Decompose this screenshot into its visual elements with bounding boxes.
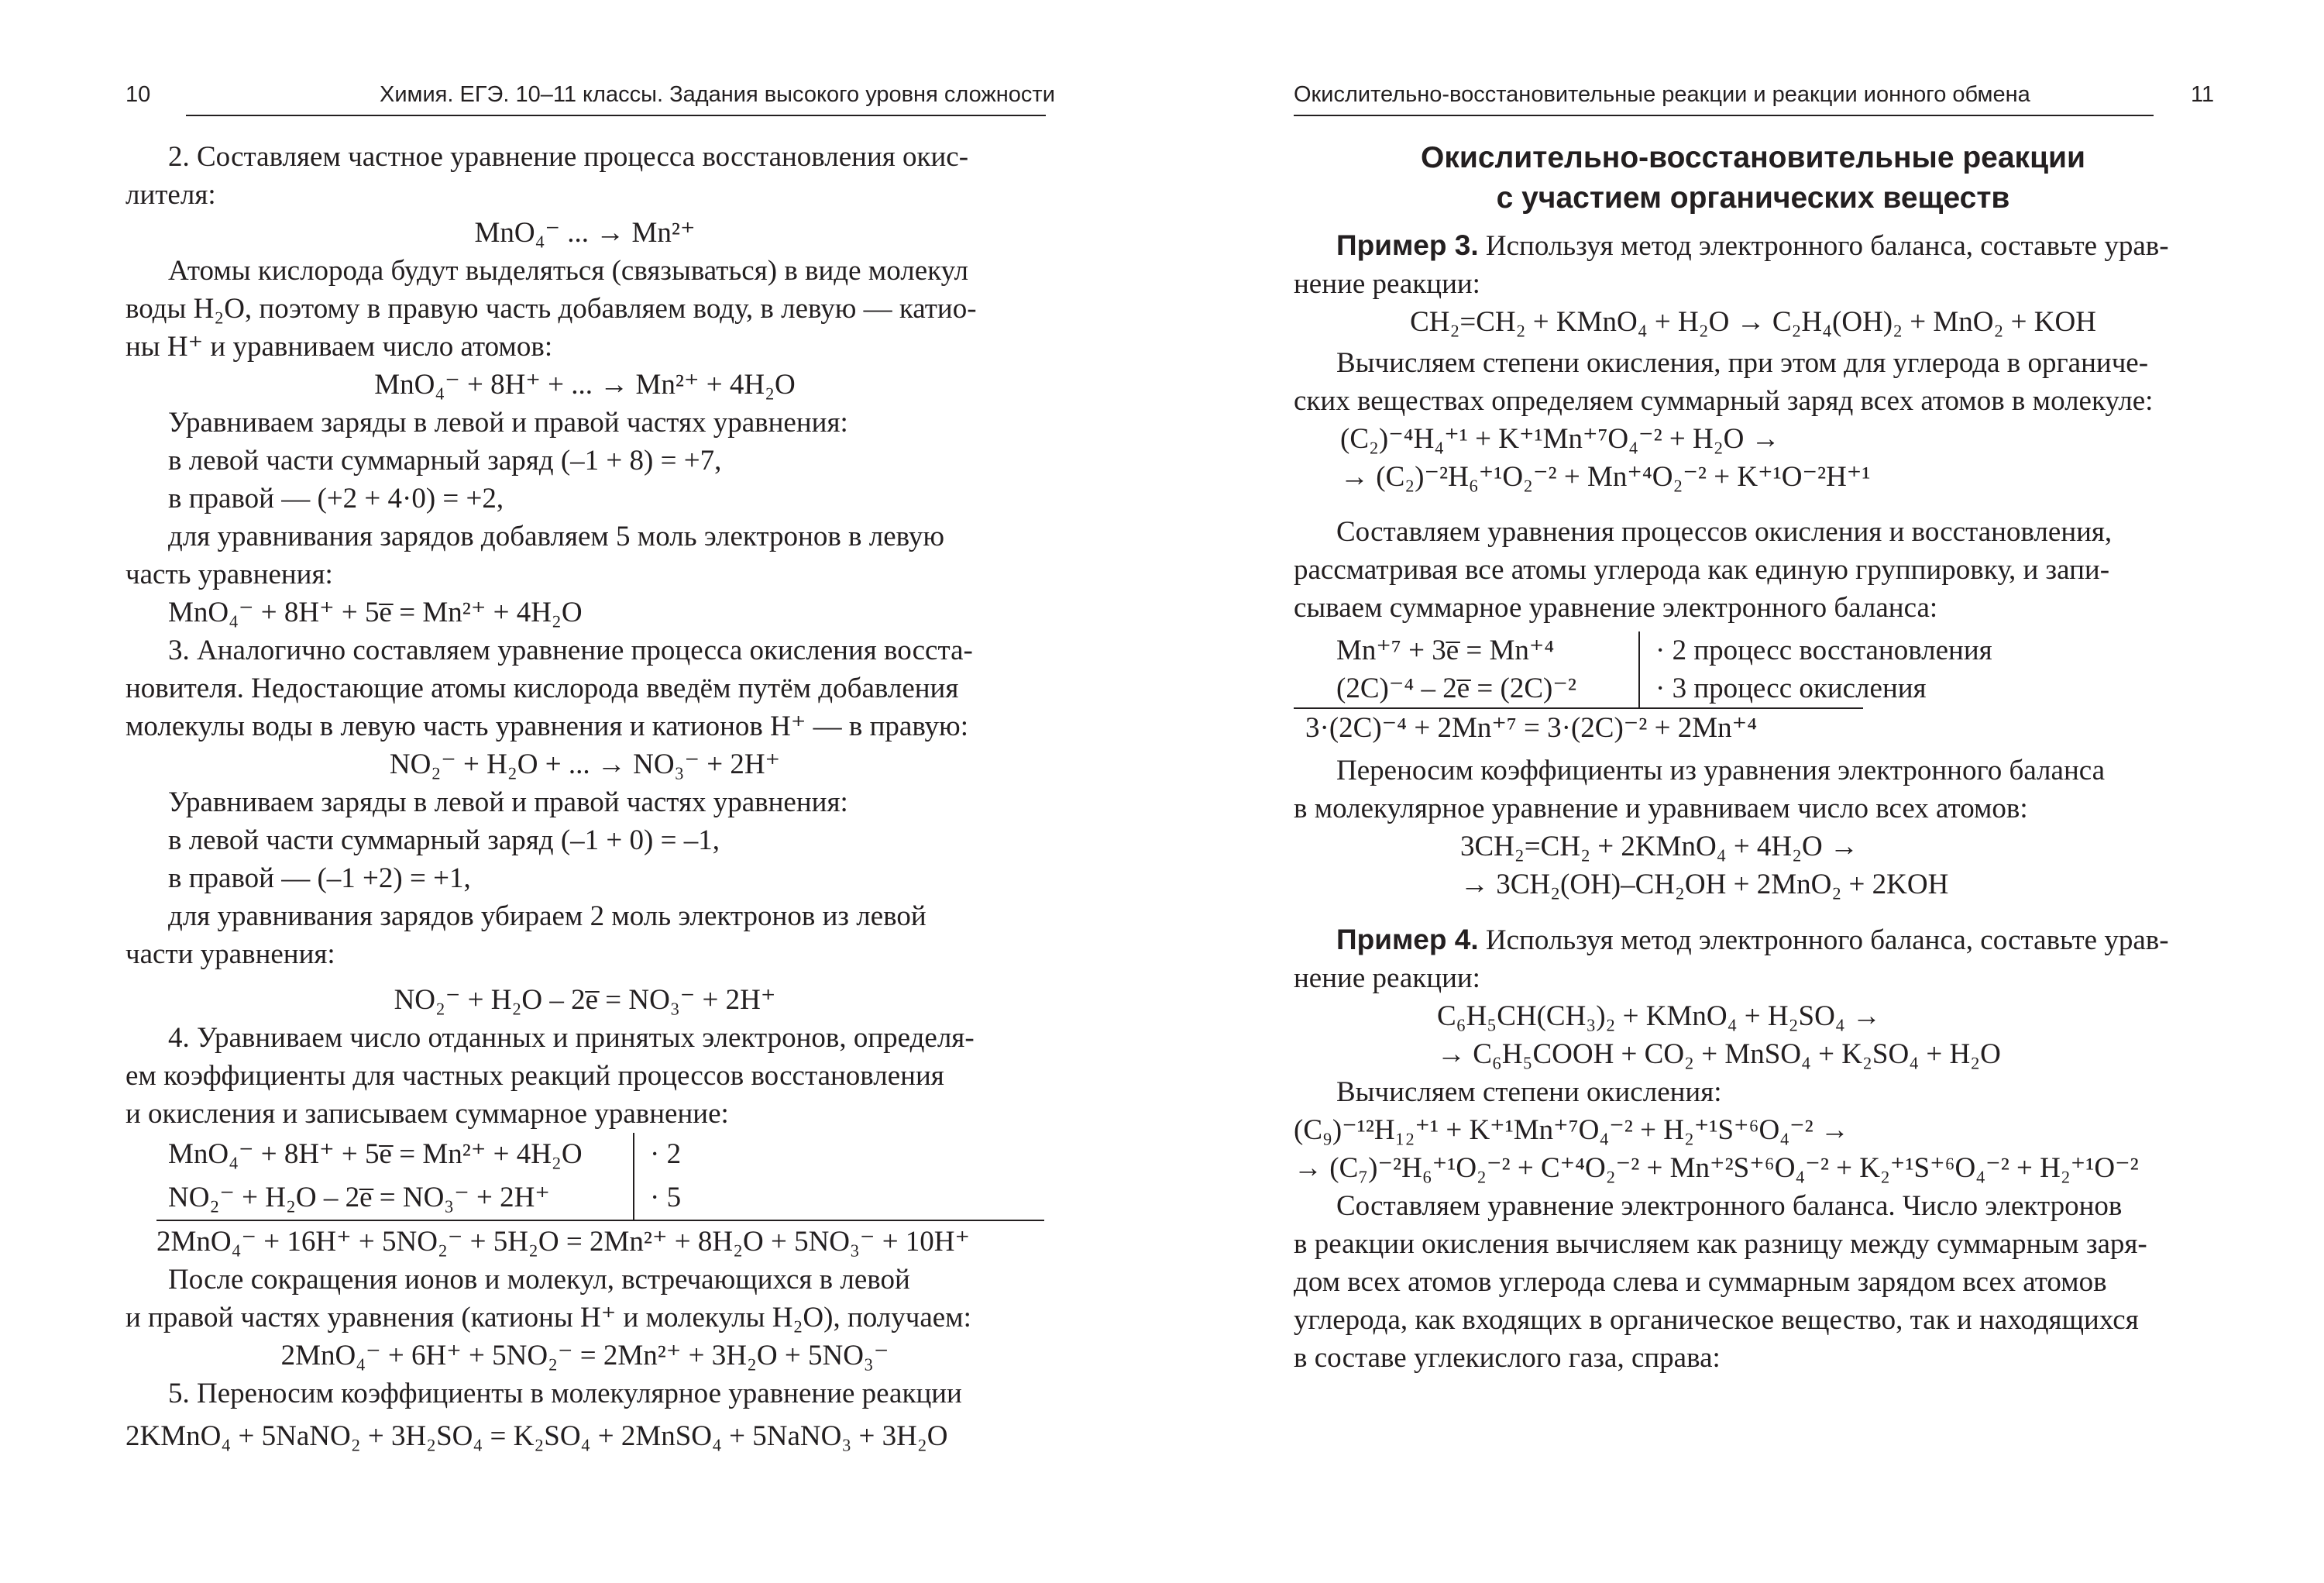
coefficient: · 2 — [633, 1133, 681, 1176]
text-line: нение реакции: — [1294, 962, 1480, 994]
equation: (C₉)⁻¹²H₁₂⁺¹ + K⁺¹Mn⁺⁷O₄⁻² + H₂⁺¹S⁺⁶O₄⁻² → — [1294, 1114, 1849, 1146]
text-line: часть уравнения: — [125, 559, 333, 590]
header-rule-right — [1294, 115, 2154, 116]
text-line: и правой частях уравнения (катионы H⁺ и молекулы H₂O), получаем: — [125, 1302, 971, 1334]
left-body — [125, 138, 1044, 1455]
text-line: Переносим коэффициенты из уравнения электронного баланса — [1336, 755, 2106, 786]
equation: → (C₂)⁻²H₆⁺¹O₂⁻² + Mn⁺⁴O₂⁻² + K⁺¹O⁻²H⁺¹ — [1340, 461, 1871, 493]
text-line: Вычисляем степени окисления, при этом для углерода в органиче- — [1336, 347, 2149, 379]
equation: CH₂=CH₂ + KMnO₄ + H₂O → C₂H₄(OH)₂ + MnO₂ + KOH — [1410, 306, 2096, 338]
text-line: Составляем уравнение электронного баланса. Число электронов — [1336, 1190, 2123, 1222]
text-line: в правой — (+2 + 4·0) = +2, — [168, 483, 504, 514]
coefficient: · 5 — [633, 1176, 681, 1220]
text-line: части уравнения: — [125, 938, 335, 970]
sum-equation — [156, 1220, 1044, 1261]
text-line: ских веществах определяем суммарный заряд всех атомов в молекуле: — [1294, 385, 2154, 417]
equation: 2MnO₄⁻ + 16H⁺ + 5NO₂⁻ + 5H₂O = 2Mn²⁺ + 8H₂O + 5NO₃⁻ + 10H⁺ — [156, 1226, 971, 1258]
text-line: рассматривая все атомы углерода как единую группировку, и запи- — [1294, 554, 2110, 586]
text-line: молекулы воды в левую часть уравнения и катионов H⁺ — в правую: — [125, 711, 968, 742]
equation: → (C₇)⁻²H₆⁺¹O₂⁻² + C⁺⁴O₂⁻² + Mn⁺²S⁺⁶O₄⁻² + K₂⁺¹S⁺⁶O₄⁻² + H₂⁺¹O⁻² — [1294, 1152, 2139, 1184]
text-line: ем коэффициенты для частных реакций процессов восстановления — [125, 1060, 944, 1092]
text-line: 2. Составляем частное уравнение процесса восстановления окис- — [168, 141, 969, 173]
equation: 2MnO₄⁻ + 6H⁺ + 5NO₂⁻ = 2Mn²⁺ + 3H₂O + 5NO₃⁻ — [280, 1340, 889, 1371]
equation: MnO₄⁻ + 8H⁺ + ... → Mn²⁺ + 4H₂O — [374, 369, 796, 401]
table-row — [168, 1133, 1044, 1176]
text-line: лителя: — [125, 179, 216, 211]
text-line: для уравнивания зарядов добавляем 5 моль электронов в левую — [168, 521, 944, 552]
half-reaction: (2C)⁻⁴ – 2e̅ = (2C)⁻² — [1336, 673, 1576, 704]
text-line: в молекулярное уравнение и уравниваем число всех атомов: — [1294, 793, 2028, 824]
equation: NO₂⁻ + H₂O – 2e̅ = NO₃⁻ + 2H⁺ — [394, 984, 776, 1016]
equation: MnO₄⁻ ... → Mn²⁺ — [474, 217, 696, 249]
section-title-line-1: Окислительно-восстановительные реакции — [1420, 141, 2086, 174]
half-reactions-table — [125, 1133, 1044, 1220]
sum-equation — [1294, 707, 1863, 747]
equation: C₆H₅CH(CH₃)₂ + KMnO₄ + H₂SO₄ → — [1437, 1000, 1881, 1032]
text-line: для уравнивания зарядов убираем 2 моль электронов из левой — [168, 900, 927, 932]
equation: NO₂⁻ + H₂O + ... → NO₃⁻ + 2H⁺ — [389, 748, 781, 780]
text-line: 5. Переносим коэффициенты в молекулярное уравнение реакции — [168, 1378, 962, 1409]
equation: → 3CH₂(OH)–CH₂OH + 2MnO₂ + 2KOH — [1460, 869, 1949, 900]
text-line: Составляем уравнения процессов окисления и восстановления, — [1336, 516, 2113, 548]
text-line: и окисления и записываем суммарное уравнение: — [125, 1098, 729, 1130]
running-header-left: Химия. ЕГЭ. 10–11 классы. Задания высокого уровня сложности — [380, 82, 1055, 107]
half-reaction: NO₂⁻ + H₂O – 2e̅ = NO₃⁻ + 2H⁺ — [168, 1182, 550, 1213]
text-line: После сокращения ионов и молекул, встречающихся в левой — [168, 1264, 910, 1296]
equation: (C₂)⁻⁴H₄⁺¹ + K⁺¹Mn⁺⁷O₄⁻² + H₂O → — [1340, 423, 1780, 455]
table-row — [1336, 669, 2212, 707]
equation: MnO₄⁻ + 8H⁺ + 5e̅ = Mn²⁺ + 4H₂O — [168, 597, 583, 628]
equation: 3·(2C)⁻⁴ + 2Mn⁺⁷ = 3·(2C)⁻² + 2Mn⁺⁴ — [1305, 712, 1758, 744]
text-line: Уравниваем заряды в левой и правой частях уравнения: — [168, 786, 848, 818]
text-line: дом всех атомов углерода слева и суммарным зарядом всех атомов — [1294, 1266, 2107, 1298]
equation: → C₆H₅COOH + CO₂ + MnSO₄ + K₂SO₄ + H₂O — [1437, 1038, 2001, 1070]
text-line: Используя метод электронного баланса, составьте урав- — [1478, 924, 2169, 956]
text-line: Вычисляем степени окисления: — [1336, 1076, 1722, 1108]
text-line: Используя метод электронного баланса, составьте урав- — [1478, 230, 2169, 262]
coefficient: · 2 процесс восстановления — [1638, 631, 1992, 669]
section-title-line-2: с участием органических веществ — [1496, 181, 2010, 215]
running-header-right: Окислительно-восстановительные реакции и реакции ионного обмена — [1294, 82, 2030, 107]
text-line: 4. Уравниваем число отданных и принятых электронов, определя- — [168, 1022, 975, 1054]
page-number-right: 11 — [2191, 82, 2215, 107]
text-line: в составе углекислого газа, справа: — [1294, 1342, 1721, 1374]
text-line: в левой части суммарный заряд (–1 + 8) = +7, — [168, 445, 722, 477]
text-line: в правой — (–1 +2) = +1, — [168, 862, 471, 894]
section-title — [1294, 138, 2212, 219]
text-line: нение реакции: — [1294, 268, 1480, 300]
text-line: Атомы кислорода будут выделяться (связываться) в виде молекул — [168, 255, 968, 287]
equation: 2KMnO₄ + 5NaNO₂ + 3H₂SO₄ = K₂SO₄ + 2MnSO₄ + 5NaNO₃ + 3H₂O — [125, 1420, 948, 1452]
table-row — [168, 1176, 1044, 1220]
text-line: углерода, как входящих в органическое вещество, так и находящихся — [1294, 1304, 2139, 1336]
text-line: 3. Аналогично составляем уравнение процесса окисления восста- — [168, 635, 973, 666]
right-body — [1294, 138, 2212, 1377]
text-line: воды H₂O, поэтому в правую часть добавляем воду, в левую — катио- — [125, 293, 977, 325]
equation: 3CH₂=CH₂ + 2KMnO₄ + 4H₂O → — [1460, 831, 1859, 862]
text-line: Уравниваем заряды в левой и правой частях уравнения: — [168, 407, 848, 439]
balance-table — [1294, 631, 2212, 707]
text-line: новителя. Недостающие атомы кислорода введём путём добавления — [125, 673, 959, 704]
header-rule-left — [186, 115, 1046, 116]
example-3-intro — [1294, 226, 2212, 265]
example-3-label: Пример 3. — [1336, 229, 1479, 261]
text-line: в реакции окисления вычисляем как разницу между суммарным заря- — [1294, 1228, 2147, 1260]
table-row — [1336, 631, 2212, 669]
text-line: сываем суммарное уравнение электронного баланса: — [1294, 592, 1938, 624]
example-4-intro — [1294, 921, 2212, 959]
page-number-left: 10 — [125, 82, 151, 107]
half-reaction: Mn⁺⁷ + 3e̅ = Mn⁺⁴ — [1336, 635, 1555, 666]
example-4-label: Пример 4. — [1336, 924, 1479, 955]
text-line: ны H⁺ и уравниваем число атомов: — [125, 331, 553, 363]
half-reaction: MnO₄⁻ + 8H⁺ + 5e̅ = Mn²⁺ + 4H₂O — [168, 1138, 583, 1170]
coefficient: · 3 процесс окисления — [1638, 669, 1927, 707]
right-page — [1162, 0, 2324, 1583]
text-line: в левой части суммарный заряд (–1 + 0) = –1, — [168, 824, 720, 856]
